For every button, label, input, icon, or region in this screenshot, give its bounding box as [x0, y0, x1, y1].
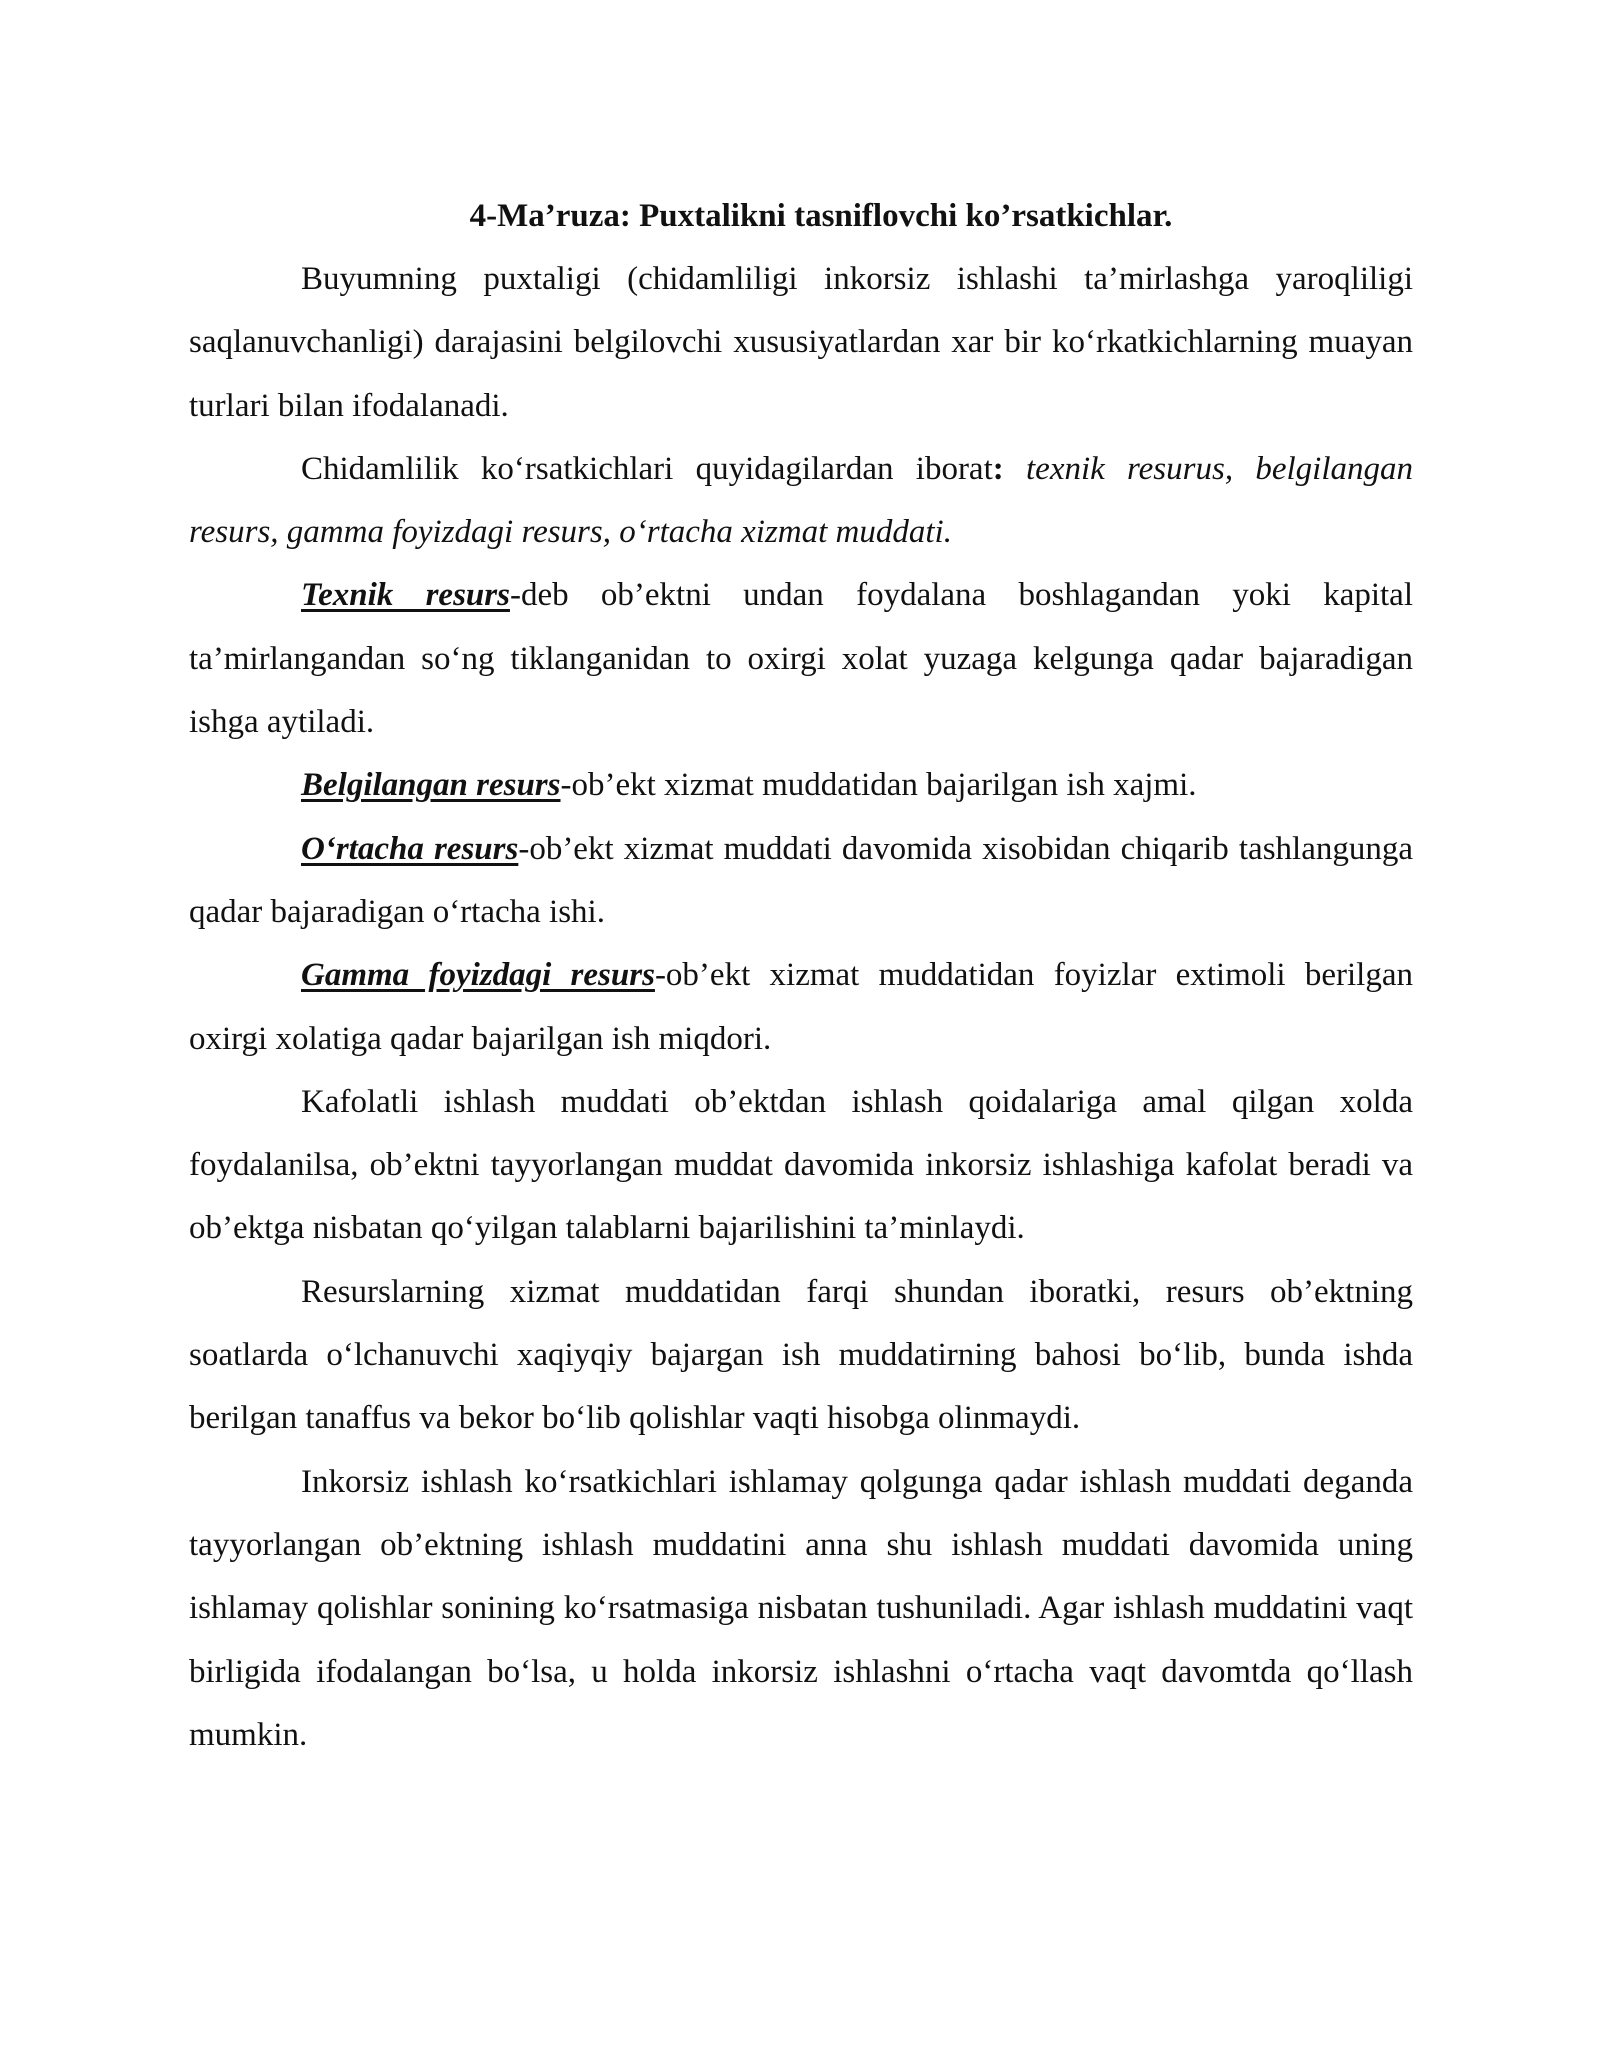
term-gamma-resource: Gamma foyizdagi resurs	[301, 957, 655, 994]
paragraph-reliability-indicators	[189, 1451, 1413, 1767]
indicator-list: texnik resurus, belgilangan resurs, gamma foyizdagi resurs, o‘rtacha xizmat muddati.	[189, 450, 1413, 551]
definition-text: -ob’ekt xizmat muddatidan foyizlar extimoli berilgan oxirgi xolatiga qadar bajarilgan ish miqdori.	[189, 957, 1413, 1057]
paragraph-gamma-resource	[189, 944, 1413, 1071]
lecture-title: 4-Ma’ruza: Puxtalikni tasniflovchi ko’rsatkichlar.	[469, 198, 1173, 234]
paragraph-durability-intro	[189, 248, 1413, 438]
paragraph-assigned-resource	[189, 754, 1413, 817]
definition-text: -ob’ekt xizmat muddatidan bajarilgan ish xajmi.	[560, 767, 1197, 804]
paragraph-warranty-period	[189, 1071, 1413, 1261]
paragraph-resource-difference	[189, 1261, 1413, 1451]
paragraph-technical-resource	[189, 564, 1413, 754]
paragraph-text: Resurslarning xizmat muddatidan farqi shundan iboratki, resurs ob’ektning soatlarda o‘lchanuvchi xaqiyqiy bajargan ish muddatirning bahosi bo‘lib, bunda ishda berilgan tanaffus va bekor bo‘lib qolishlar vaqti hisobga olinmaydi.	[189, 1273, 1413, 1437]
document-body	[189, 185, 1413, 1767]
paragraph-average-resource	[189, 818, 1413, 945]
paragraph-colon: :	[992, 450, 1004, 487]
paragraph-lead: Chidamlilik ko‘rsatkichlari quyidagilardan iborat	[301, 450, 993, 487]
paragraph-text: Kafolatli ishlash muddati ob’ektdan ishlash qoidalariga amal qilgan xolda foydalanilsa, ob’ektni tayyorlangan muddat davomida inkorsiz ishlashiga kafolat beradi va ob’ektga nisbatan qo‘yilgan talablarni bajarilishini ta’minlaydi.	[189, 1083, 1413, 1247]
paragraph-text: Buyumning puxtaligi (chidamliligi inkorsiz ishlashi ta’mirlashga yaroqliligi saqlanuvchanligi) darajasini belgilovchi xususiyatlardan xar bir ko‘rkatkichlarning muayan turlari bilan ifodalanadi.	[189, 261, 1413, 424]
term-average-resource: O‘rtacha resurs	[301, 830, 519, 867]
paragraph-text: Inkorsiz ishlash ko‘rsatkichlari ishlamay qolgunga qadar ishlash muddati deganda tayyorlangan ob’ektning ishlash muddatini anna shu ishlash muddati davomida uning ishlamay qolishlar sonining ko‘rsatmasiga nisbatan tushuniladi. Agar ishlash muddatini vaqt birligida ifodalangan bo‘lsa, u holda inkorsiz ishlashni o‘rtacha vaqt davomtda qo‘llash mumkin.	[189, 1463, 1413, 1753]
paragraph-durability-indicators	[189, 438, 1413, 565]
definition-text: -ob’ekt xizmat muddati davomida xisobidan chiqarib tashlangunga qadar bajaradigan o‘rtacha ishi.	[189, 830, 1413, 930]
term-technical-resource: Texnik resurs	[301, 577, 510, 614]
term-assigned-resource: Belgilangan resurs	[301, 767, 561, 804]
definition-text: -deb ob’ektni undan foydalana boshlagandan yoki kapital ta’mirlangandan so‘ng tiklanganidan to oxirgi xolat yuzaga kelgunga qadar bajaradigan ishga aytiladi.	[189, 577, 1413, 741]
